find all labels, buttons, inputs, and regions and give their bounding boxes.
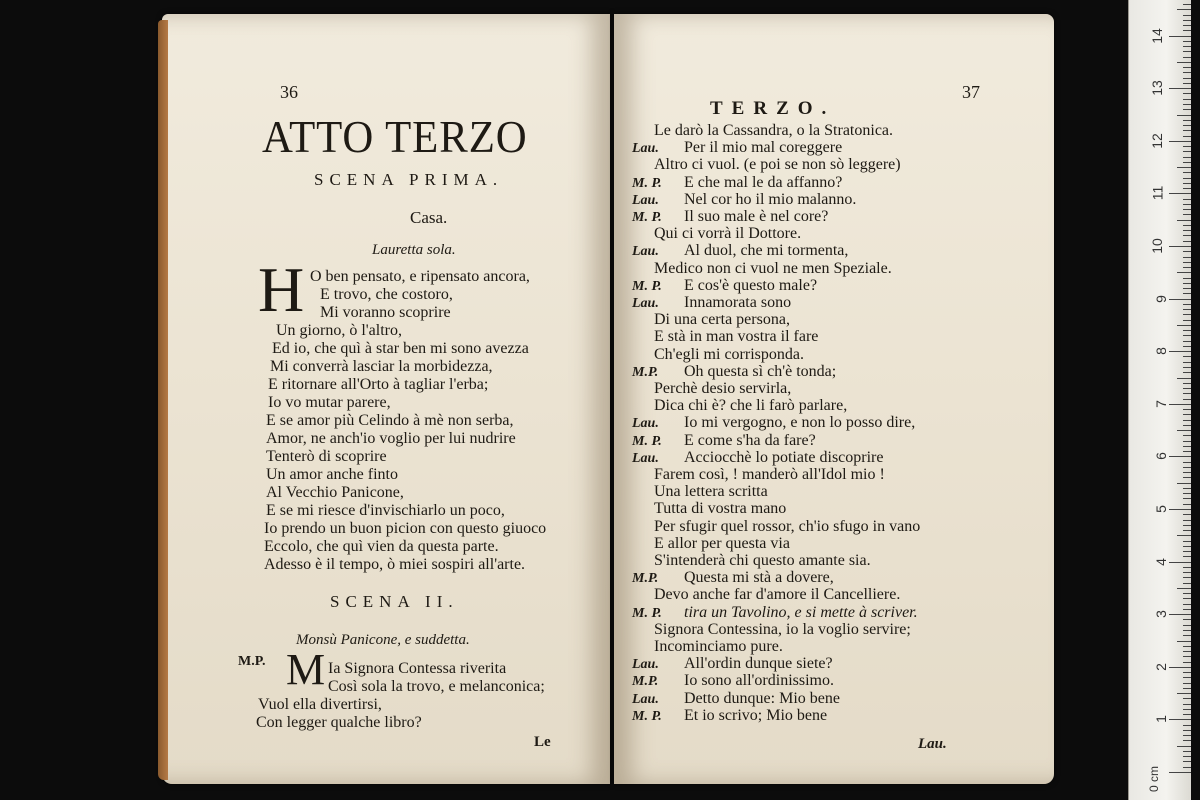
running-head: TERZO. (710, 98, 836, 119)
drop-cap: M (286, 645, 326, 694)
ruler-tick (1183, 493, 1191, 494)
ruler-tick (1183, 688, 1191, 689)
ruler-tick (1183, 20, 1191, 21)
verse-line: E se amor più Celindo à mè non serba, (266, 412, 514, 429)
dialogue-text: Altro ci vuol. (e poi se non sò leggere) (654, 156, 901, 174)
ruler-number: 14 (1149, 27, 1166, 44)
ruler-tick (1183, 109, 1191, 110)
ruler-tick (1183, 504, 1191, 505)
ruler-tick (1183, 362, 1191, 363)
scene-one-title: SCENA PRIMA. (314, 170, 504, 189)
dialogue-text: Questa mi stà a dovere, (684, 569, 834, 587)
dialogue-text: E stà in man vostra il fare (654, 328, 819, 346)
dialogue-text: Et io scrivo; Mio bene (684, 706, 828, 724)
ruler-tick (1169, 614, 1191, 615)
verse-line: Io vo mutar parere, (268, 394, 391, 411)
act-title: ATTO TERZO (262, 111, 528, 162)
ruler-tick (1183, 288, 1191, 289)
ruler-tick (1169, 299, 1191, 300)
ruler-tick (1183, 57, 1191, 58)
ruler-tick (1183, 157, 1191, 158)
dialogue-text: Tutta di vostra mano (654, 500, 787, 518)
ruler-tick (1183, 372, 1191, 373)
ruler-tick (1183, 320, 1191, 321)
ruler-number: 7 (1153, 399, 1170, 408)
ruler-tick (1177, 430, 1191, 431)
ruler-tick (1177, 746, 1191, 747)
dialogue-text: Acciocchè lo potiate discoprire (684, 448, 884, 466)
ruler-tick (1169, 509, 1191, 510)
dialogue-text: Devo anche far d'amore il Cancelliere. (654, 586, 901, 604)
ruler-unit-label: 0 cm (1146, 765, 1161, 793)
speaker-label: M. P. (632, 708, 662, 724)
ruler-tick (1183, 683, 1191, 684)
ruler-tick (1183, 130, 1191, 131)
scene-place: Casa. (410, 208, 448, 227)
ruler-tick (1183, 214, 1191, 215)
ruler-tick (1183, 399, 1191, 400)
dialogue-text: Farem così, ! manderò all'Idol mio ! (654, 466, 885, 483)
dialogue-line (632, 707, 827, 725)
speaker-label: M.P. (632, 571, 659, 587)
dialogue-line (632, 346, 804, 364)
speaker-label: Lau. (632, 416, 659, 432)
ruler-tick (1183, 530, 1191, 531)
ruler-tick (1183, 556, 1191, 557)
dialogue-line (632, 466, 885, 484)
dialogue-text: Ch'egli mi corrisponda. (654, 345, 804, 363)
catchword-right: Lau. (918, 736, 947, 752)
dialogue-text: Le darò la Cassandra, o la Stratonica. (654, 122, 894, 139)
dialogue-text: Signora Contessina, io la voglio servire; (654, 620, 911, 638)
verse-line: E ritornare all'Orto à tagliar l'erba; (268, 376, 489, 393)
speaker-label: Lau. (632, 691, 659, 707)
ruler-tick (1183, 330, 1191, 331)
dialogue-text: Il suo male è nel core? (684, 208, 829, 225)
ruler-tick (1183, 304, 1191, 305)
ruler-tick (1183, 199, 1191, 200)
dialogue-line (632, 569, 834, 587)
dialogue-line (632, 552, 871, 570)
ruler-tick (1177, 167, 1191, 168)
ruler-tick (1183, 577, 1191, 578)
ruler-tick (1183, 488, 1191, 489)
ruler-tick (1183, 30, 1191, 31)
dialogue-text: E cos'è questo male? (684, 276, 818, 294)
dialogue-line (632, 586, 900, 604)
ruler-tick (1183, 125, 1191, 126)
dialogue-text: E come s'ha da fare? (684, 431, 816, 449)
ruler-tick (1177, 62, 1191, 63)
ruler-tick (1183, 293, 1191, 294)
character-note: Lauretta sola. (372, 242, 456, 258)
dialogue-text: Una lettera scritta (654, 483, 768, 501)
dialogue-line (632, 655, 833, 673)
ruler-tick (1183, 662, 1191, 663)
ruler-tick (1177, 378, 1191, 379)
ruler-tick (1183, 183, 1191, 184)
ruler-tick (1183, 262, 1191, 263)
speaker-label: Lau. (632, 450, 659, 466)
ruler-tick (1183, 104, 1191, 105)
ruler-tick (1183, 630, 1191, 631)
ruler-number: 1 (1153, 715, 1170, 724)
verse-line: Così sola la trovo, e melanconica; (328, 678, 545, 695)
ruler-tick (1183, 451, 1191, 452)
ruler-tick (1183, 520, 1191, 521)
dialogue-line (632, 604, 918, 622)
ruler-tick (1183, 251, 1191, 252)
ruler-tick (1183, 467, 1191, 468)
ruler-tick (1183, 136, 1191, 137)
ruler-tick (1183, 441, 1191, 442)
page-number-right: 37 (962, 82, 980, 102)
ruler-tick (1183, 99, 1191, 100)
ruler-tick (1169, 246, 1191, 247)
dialogue-text: Di una certa persona, (654, 311, 790, 329)
verse-line: O ben pensato, e ripensato ancora, (310, 268, 530, 285)
ruler-tick (1183, 498, 1191, 499)
ruler-tick (1183, 477, 1191, 478)
ruler-tick (1183, 751, 1191, 752)
dialogue-line (632, 328, 818, 346)
ruler-tick (1183, 283, 1191, 284)
ruler-number: 2 (1153, 662, 1170, 671)
ruler-tick (1169, 667, 1191, 668)
ruler-tick (1183, 241, 1191, 242)
ruler-tick (1183, 425, 1191, 426)
ruler-tick (1183, 651, 1191, 652)
dialogue-line (632, 294, 791, 312)
ruler-tick (1183, 619, 1191, 620)
dialogue-line (632, 518, 920, 536)
ruler-number: 3 (1153, 610, 1170, 619)
scene-two-title: SCENA II. (330, 592, 459, 611)
page-number-left: 36 (280, 82, 298, 102)
ruler-tick (1183, 235, 1191, 236)
ruler-tick (1183, 278, 1191, 279)
ruler-tick (1183, 51, 1191, 52)
dialogue-line (632, 380, 791, 398)
dialogue-text: Incominciamo pure. (654, 638, 783, 655)
ruler-tick (1183, 420, 1191, 421)
ruler-tick (1183, 598, 1191, 599)
ruler-tick (1183, 572, 1191, 573)
ruler-number: 9 (1153, 294, 1170, 303)
ruler-tick (1169, 404, 1191, 405)
ruler-tick (1169, 141, 1191, 142)
dialogue-line (632, 483, 768, 501)
verse-line: Tenterò di scoprire (266, 448, 387, 465)
ruler-tick (1183, 41, 1191, 42)
speaker-label: Lau. (632, 296, 659, 311)
ruler-tick (1183, 546, 1191, 547)
ruler-tick (1183, 714, 1191, 715)
verse-line: Mi converrà lasciar la morbidezza, (270, 358, 493, 375)
verse-line: Al Vecchio Panicone, (266, 484, 404, 501)
ruler-tick (1183, 78, 1191, 79)
dialogue-text: Al duol, che mi tormenta, (684, 242, 849, 260)
ruler-tick (1183, 525, 1191, 526)
ruler-tick (1183, 551, 1191, 552)
ruler-tick (1183, 567, 1191, 568)
ruler-tick (1183, 635, 1191, 636)
ruler-tick (1183, 72, 1191, 73)
ruler-tick (1183, 83, 1191, 84)
ruler-tick (1183, 204, 1191, 205)
dialogue-text: Nel cor ho il mio malanno. (684, 190, 857, 208)
dialogue-text: Oh questa sì ch'è tonda; (684, 362, 837, 380)
ruler-tick (1183, 309, 1191, 310)
ruler-tick (1183, 435, 1191, 436)
ruler-tick (1183, 672, 1191, 673)
ruler-tick (1183, 446, 1191, 447)
dialogue-line (632, 449, 883, 467)
dialogue-text: Innamorata sono (684, 294, 792, 311)
ruler-tick (1183, 646, 1191, 647)
ruler-tick (1183, 120, 1191, 121)
ruler-tick (1177, 325, 1191, 326)
ruler-tick (1169, 36, 1191, 37)
dialogue-text: tira un Tavolino, e si mette à scriver. (684, 603, 918, 621)
right-page (614, 14, 1054, 784)
dialogue-text: Io mi vergogno, e non lo posso dire, (684, 414, 916, 432)
ruler-tick (1169, 193, 1191, 194)
speaker-label: Lau. (632, 192, 659, 208)
ruler-tick (1183, 593, 1191, 594)
dialogue-text: Detto dunque: Mio bene (684, 689, 840, 707)
ruler-tick (1183, 346, 1191, 347)
verse-line: Mi voranno scoprire (320, 304, 451, 321)
ruler-tick (1183, 335, 1191, 336)
verse-line: Vuol ella divertirsi, (258, 696, 382, 713)
scene-two-characters: Monsù Panicone, e suddetta. (296, 632, 470, 648)
ruler-number: 5 (1153, 505, 1170, 513)
ruler-tick (1183, 756, 1191, 757)
verse-line: Ed io, che quì à star ben mi sono avezza (272, 340, 529, 357)
verse-line: Adesso è il tempo, ò miei sospiri all'arte. (264, 556, 526, 573)
ruler-number: 13 (1149, 80, 1166, 96)
ruler-tick (1183, 609, 1191, 610)
dialogue-text: Medico non ci vuol ne men Speziale. (654, 259, 892, 277)
dialogue-line (632, 535, 790, 553)
ruler-tick (1177, 272, 1191, 273)
ruler-tick (1183, 677, 1191, 678)
ruler-tick (1183, 257, 1191, 258)
ruler-tick (1183, 730, 1191, 731)
dialogue-line (632, 500, 786, 518)
speaker-label: M.P. (238, 654, 266, 669)
ruler-tick (1169, 456, 1191, 457)
ruler-tick (1183, 146, 1191, 147)
ruler-number: 12 (1149, 133, 1166, 149)
ruler-tick (1183, 709, 1191, 710)
ruler-tick (1169, 562, 1191, 563)
ruler-number: 10 (1149, 238, 1166, 254)
ruler-tick (1183, 462, 1191, 463)
speaker-label: M. P. (632, 605, 662, 621)
catchword-left: Le (534, 734, 551, 750)
ruler-tick (1183, 67, 1191, 68)
ruler-tick (1169, 772, 1191, 773)
dialogue-line (632, 311, 790, 329)
ruler-tick (1183, 767, 1191, 768)
left-page (162, 14, 610, 784)
dialogue-text: Qui ci vorrà il Dottore. (654, 225, 802, 243)
dialogue-text: E che mal le da affanno? (684, 173, 843, 191)
verse-line: E se mi riesce d'invischiarlo un poco, (266, 502, 505, 519)
ruler-tick (1183, 604, 1191, 605)
ruler-tick (1183, 698, 1191, 699)
dialogue-line (632, 225, 801, 243)
dialogue-text: Perchè desio servirla, (654, 380, 792, 397)
speaker-label: M. P. (632, 433, 662, 449)
ruler-number: 11 (1149, 186, 1166, 201)
dialogue-line (632, 672, 834, 690)
ruler-tick (1177, 220, 1191, 221)
ruler-tick (1183, 267, 1191, 268)
ruler-tick (1183, 341, 1191, 342)
speaker-label: M. P. (632, 210, 662, 225)
ruler-tick (1169, 719, 1191, 720)
dialogue-text: Dica chi è? che li farò parlare, (654, 397, 848, 415)
dialogue-line (632, 397, 847, 415)
dialogue-text: Per sfugir quel rossor, ch'io sfugo in vano (654, 517, 921, 535)
ruler-tick (1183, 25, 1191, 26)
dialogue-line (632, 156, 901, 174)
dialogue-line (632, 414, 915, 432)
dialogue-text: Per il mio mal coreggere (684, 139, 843, 157)
speaker-label: M.P. (632, 364, 659, 380)
ruler-tick (1183, 625, 1191, 626)
ruler-tick (1183, 172, 1191, 173)
ruler-tick (1183, 209, 1191, 210)
dialogue-line (632, 690, 840, 708)
ruler-tick (1177, 535, 1191, 536)
ruler-tick (1183, 583, 1191, 584)
ruler-tick (1177, 483, 1191, 484)
dialogue-line (632, 432, 816, 450)
ruler-tick (1183, 314, 1191, 315)
ruler-tick (1183, 725, 1191, 726)
ruler-tick (1169, 351, 1191, 352)
verse-line: E trovo, che costoro, (320, 286, 453, 303)
ruler-tick (1183, 367, 1191, 368)
dialogue-line (632, 191, 856, 209)
verse-line: Un amor anche finto (266, 466, 398, 483)
verse-line: Con legger qualche libro? (256, 714, 422, 731)
dialogue-text: Io sono all'ordinissimo. (684, 672, 834, 690)
verse-line: Ia Signora Contessa riverita (328, 660, 507, 677)
ruler-tick (1183, 472, 1191, 473)
ruler-tick (1177, 9, 1191, 10)
ruler-tick (1183, 162, 1191, 163)
dialogue-line (632, 638, 783, 656)
ruler-tick (1183, 740, 1191, 741)
ruler-tick (1183, 704, 1191, 705)
ruler-tick (1183, 4, 1191, 5)
speaker-label: Lau. (632, 141, 659, 157)
verse-line: Eccolo, che quì vien da questa parte. (264, 538, 499, 555)
verse-line: Un giorno, ò l'altro, (276, 322, 402, 339)
ruler-tick (1183, 541, 1191, 542)
drop-cap: H (258, 254, 305, 325)
ruler-tick (1183, 409, 1191, 410)
ruler-tick (1183, 178, 1191, 179)
ruler-tick (1183, 735, 1191, 736)
speaker-label: M. P. (632, 175, 662, 191)
ruler-tick (1183, 388, 1191, 389)
speaker-label: Lau. (632, 244, 659, 260)
dialogue-line (632, 363, 836, 381)
ruler-tick (1183, 151, 1191, 152)
ruler-tick (1177, 693, 1191, 694)
ruler-number: 6 (1153, 452, 1170, 461)
dialogue-line (632, 277, 817, 295)
dialogue-text: E allor per questa via (654, 534, 790, 552)
dialogue-line (632, 139, 842, 157)
ruler-tick (1183, 46, 1191, 47)
ruler-number: 4 (1153, 557, 1170, 566)
verse-line: Amor, ne anch'io voglio per lui nudrire (266, 430, 516, 447)
dialogue-line (632, 174, 842, 192)
dialogue-line (632, 208, 828, 226)
dialogue-text: All'ordin dunque siete? (684, 655, 833, 673)
ruler-tick (1169, 88, 1191, 89)
open-book (158, 14, 1070, 796)
ruler-tick (1183, 383, 1191, 384)
ruler-tick (1183, 414, 1191, 415)
dialogue-line (632, 242, 848, 260)
ruler-tick (1183, 393, 1191, 394)
ruler-tick (1183, 761, 1191, 762)
ruler-tick (1177, 588, 1191, 589)
ruler-tick (1183, 188, 1191, 189)
dialogue-text: S'intenderà chi questo amante sia. (654, 552, 871, 569)
verse-line: Io prendo un buon picion con questo giuoco (264, 520, 547, 537)
ruler-tick (1183, 93, 1191, 94)
ruler-tick (1177, 641, 1191, 642)
speaker-label: Lau. (632, 657, 659, 673)
ruler-tick (1183, 514, 1191, 515)
ruler-tick (1183, 656, 1191, 657)
ruler-tick (1177, 115, 1191, 116)
ruler-tick (1183, 15, 1191, 16)
dialogue-line (632, 260, 892, 278)
ruler-number: 8 (1153, 347, 1170, 356)
dialogue-line (632, 122, 893, 140)
measuring-ruler (1128, 0, 1191, 800)
ruler-tick (1183, 230, 1191, 231)
speaker-label: M. P. (632, 278, 662, 294)
ruler-tick (1183, 356, 1191, 357)
ruler-tick (1183, 225, 1191, 226)
speaker-label: M.P. (632, 674, 659, 690)
dialogue-line (632, 621, 911, 639)
